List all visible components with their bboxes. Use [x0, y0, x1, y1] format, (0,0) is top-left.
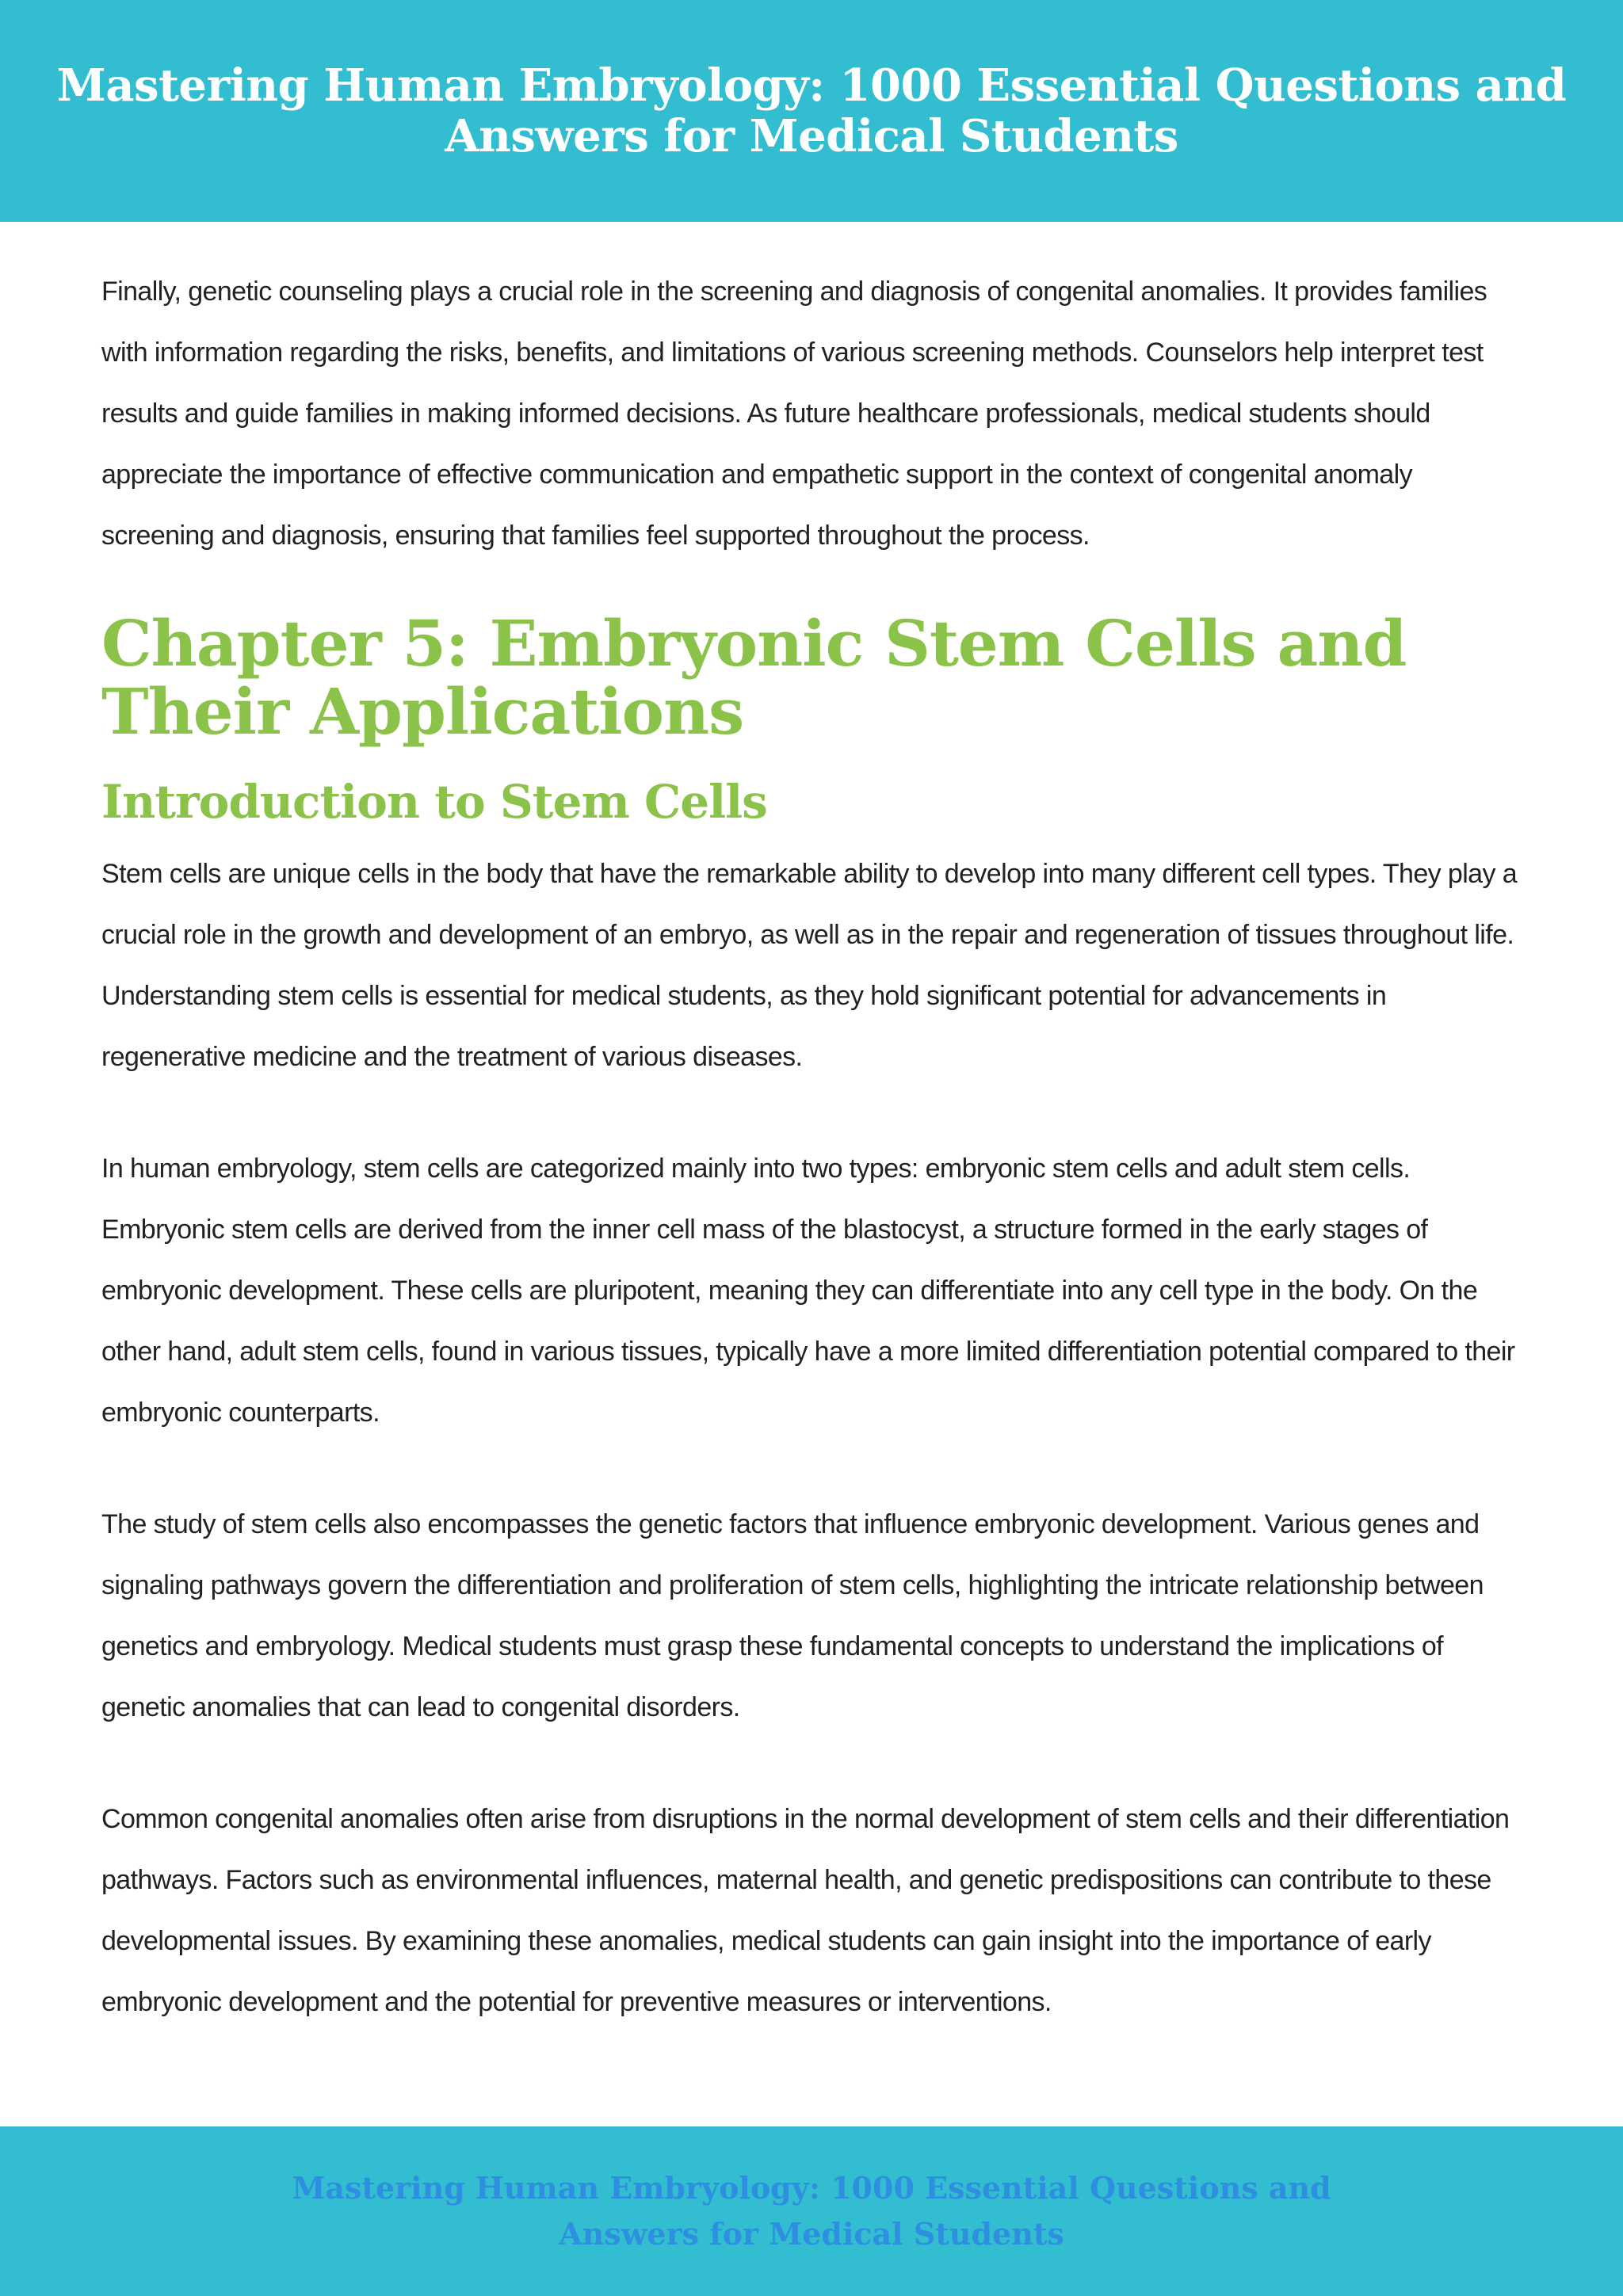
intro-paragraph: Finally, genetic counseling plays a crucial role in the screening and diagnosis of congenital anomalies. It provides families with information regarding the risks, benefits, and limitations of various screening methods. Counselors help interpret test results and guide families in making informed decisions. As future healthcare professionals, medical students should appreciate the importance of effective communication and empathetic support in the context of congenital anomaly screening and diagnosis, ensuring that families feel supported throughout the process.: [101, 277, 1487, 551]
body-paragraph-2: In human embryology, stem cells are categorized mainly into two types: embryonic stem cells and adult stem cells. Embryonic stem cells are derived from the inner cell mass of the blastocyst, a structure formed in the early stages of embryonic development. These cells are pluripotent, meaning they can differentiate into any cell type in the body. On the other hand, adult stem cells, found in various tissues, typically have a more limited differentiation potential compared to their embryonic counterparts.: [101, 1154, 1515, 1428]
page-footer: [0, 2126, 1623, 2296]
body-paragraph-3: The study of stem cells also encompasses the genetic factors that influence embryonic development. Various genes and signaling pathways govern the differentiation and proliferation of stem cells, highlighting the intricate relationship between genetics and embryology. Medical students must grasp these fundamental concepts to understand the implications of genetic anomalies that can lead to congenital disorders.: [101, 1509, 1484, 1722]
section-title: Introduction to Stem Cells: [101, 775, 767, 829]
page-content: [101, 261, 1528, 2033]
chapter-title: Chapter 5: Embryonic Stem Cells and Their Applications: [101, 606, 1407, 749]
body-paragraph-1: Stem cells are unique cells in the body that have the remarkable ability to develop into many different cell types. They play a crucial role in the growth and development of an embryo, as well as in the repair and regeneration of tissues throughout life. Understanding stem cells is essential for medical students, as they hold significant potential for advancements in regenerative medicine and the treatment of various diseases.: [101, 859, 1518, 1072]
document-title: Mastering Human Embryology: 1000 Essential Questions and Answers for Medical Students: [56, 59, 1567, 162]
footer-title: Mastering Human Embryology: 1000 Essential Questions and Answers for Medical Students: [292, 2170, 1331, 2252]
page-header: [0, 0, 1623, 222]
body-paragraph-4: Common congenital anomalies often arise from disruptions in the normal development of stem cells and their differentiation pathways. Factors such as environmental influences, maternal health, and genetic predispositions can contribute to these developmental issues. By examining these anomalies, medical students can gain insight into the importance of early embryonic development and the potential for preventive measures or interventions.: [101, 1804, 1510, 2017]
